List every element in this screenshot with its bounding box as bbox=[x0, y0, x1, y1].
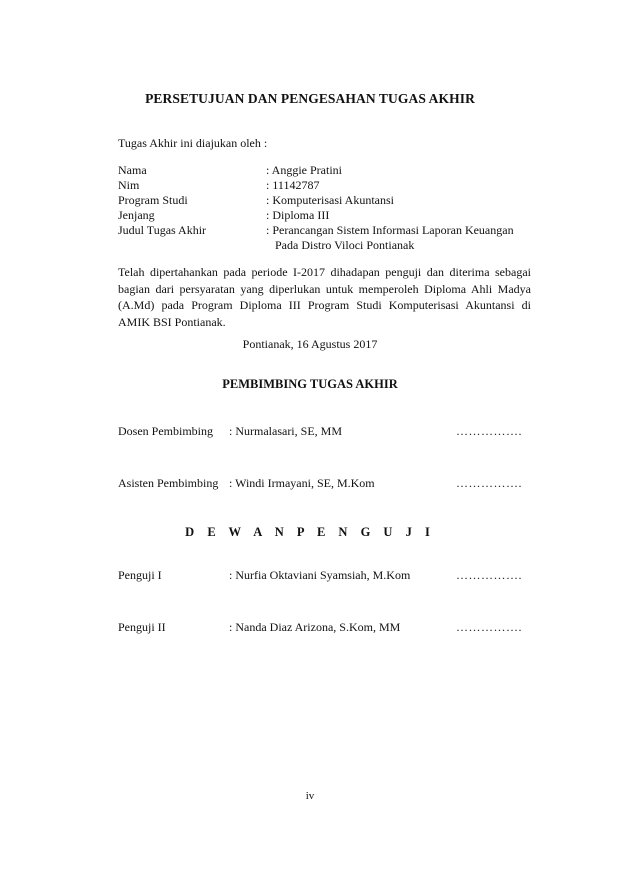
examiner-2-label: Penguji II bbox=[118, 620, 166, 634]
field-value-nama: : Anggie Pratini bbox=[266, 163, 342, 177]
document-title: PERSETUJUAN DAN PENGESAHAN TUGAS AKHIR bbox=[145, 91, 475, 106]
signature-line: ……………. bbox=[456, 424, 522, 438]
field-label-program-studi: Program Studi bbox=[118, 193, 188, 207]
field-value-judul-cont: Pada Distro Viloci Pontianak bbox=[275, 238, 415, 252]
signature-line: ……………. bbox=[456, 568, 522, 582]
paragraph-line: bagian dari persyaratan yang diperlukan untuk memperoleh Diploma Ahli Madya bbox=[118, 281, 531, 296]
assistant-name: : Windi Irmayani, SE, M.Kom bbox=[229, 476, 375, 490]
signature-line: ……………. bbox=[456, 476, 522, 490]
field-value-judul: : Perancangan Sistem Informasi Laporan Keuangan bbox=[266, 223, 514, 237]
intro-text: Tugas Akhir ini diajukan oleh : bbox=[118, 136, 268, 150]
supervisor-heading: PEMBIMBING TUGAS AKHIR bbox=[222, 377, 398, 391]
examiner-1-label: Penguji I bbox=[118, 568, 162, 582]
field-label-nama: Nama bbox=[118, 163, 147, 177]
supervisor-name: : Nurmalasari, SE, MM bbox=[229, 424, 342, 438]
assistant-label: Asisten Pembimbing bbox=[118, 476, 219, 490]
supervisor-label: Dosen Pembimbing bbox=[118, 424, 213, 438]
examiner-1-name: : Nurfia Oktaviani Syamsiah, M.Kom bbox=[229, 568, 411, 582]
page-number: iv bbox=[305, 790, 315, 802]
signature-line: ……………. bbox=[456, 620, 522, 634]
examiner-heading: D E W A N P E N G U J I bbox=[185, 525, 435, 539]
field-value-program-studi: : Komputerisasi Akuntansi bbox=[266, 193, 394, 207]
approval-paragraph bbox=[118, 264, 531, 330]
paragraph-line: (A.Md) pada Program Diploma III Program Studi Komputerisasi Akuntansi di bbox=[118, 298, 531, 312]
field-value-nim: : 11142787 bbox=[266, 178, 320, 192]
field-label-judul: Judul Tugas Akhir bbox=[118, 223, 207, 237]
field-label-jenjang: Jenjang bbox=[118, 208, 155, 222]
examiner-2-name: : Nanda Diaz Arizona, S.Kom, MM bbox=[229, 620, 401, 634]
field-value-jenjang: : Diploma III bbox=[266, 208, 330, 222]
paragraph-line: AMIK BSI Pontianak. bbox=[118, 314, 226, 329]
paragraph-line: Telah dipertahankan pada periode I-2017 dihadapan penguji dan diterima sebagai bbox=[118, 265, 531, 279]
date-line: Pontianak, 16 Agustus 2017 bbox=[242, 337, 378, 351]
field-label-nim: Nim bbox=[118, 178, 140, 192]
